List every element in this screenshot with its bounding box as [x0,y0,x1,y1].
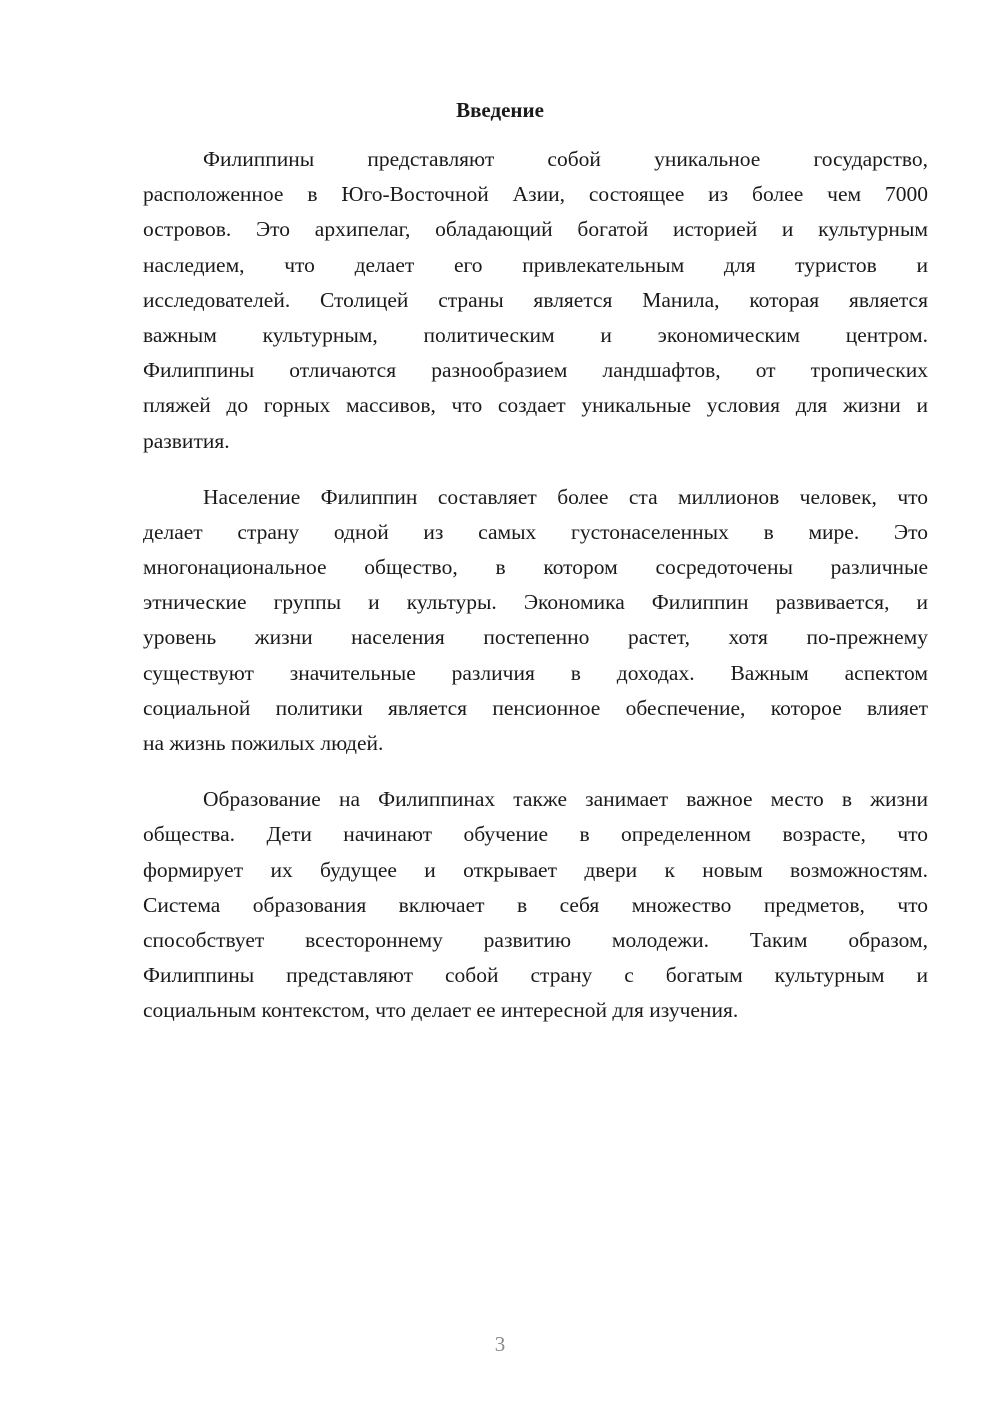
text-line: Филиппины представляют собой уникальное государство, [203,147,928,171]
page-number: 3 [494,1332,506,1356]
text-line: уровень жизни населения постепенно растет, хотя по-прежнему [143,625,928,650]
paragraph [143,480,928,762]
text-line: социальным контекстом, что делает ее интересной для изучения. [143,998,739,1023]
text-line: пляжей до горных массивов, что создает уникальные условия для жизни и [143,393,928,418]
text-line: важным культурным, политическим и экономическим центром. [143,322,928,347]
section-heading: Введение [456,98,544,122]
text-line: исследователей. Столицей страны является Манила, которая является [143,287,928,312]
text-line: многонациональное общество, в котором сосредоточены различные [143,555,928,580]
text-line: формирует их будущее и открывает двери к новым возможностям. [143,857,928,882]
text-line: Образование на Филиппинах также занимает важное место в жизни [203,787,928,812]
text-line: общества. Дети начинают обучение в определенном возрасте, что [143,822,928,847]
text-line: Система образования включает в себя множество предметов, что [143,892,928,917]
text-line: на жизнь пожилых людей. [143,731,384,755]
paragraph [143,782,928,1028]
text-line: существуют значительные различия в доходах. Важным аспектом [143,660,928,685]
text-line: развития. [143,428,230,453]
text-line: наследием, что делает его привлекательным для туристов и [143,252,928,277]
text-line: способствует всестороннему развитию молодежи. Таким образом, [143,927,928,952]
text-line: социальной политики является пенсионное обеспечение, которое влияет [143,695,928,720]
paragraph [143,142,928,459]
text-line: делает страну одной из самых густонаселенных в мире. Это [143,519,928,544]
text-line: этнические группы и культуры. Экономика Филиппин развивается, и [143,590,928,615]
text-line: расположенное в Юго-Восточной Азии, состоящее из более чем 7000 [143,182,928,207]
text-line: островов. Это архипелаг, обладающий богатой историей и культурным [143,217,928,242]
document-body [143,142,928,1050]
text-line: Филиппины отличаются разнообразием ландшафтов, от тропических [143,358,928,383]
text-line: Население Филиппин составляет более ста миллионов человек, что [203,484,928,509]
text-line: Филиппины представляют собой страну с богатым культурным и [143,963,928,988]
